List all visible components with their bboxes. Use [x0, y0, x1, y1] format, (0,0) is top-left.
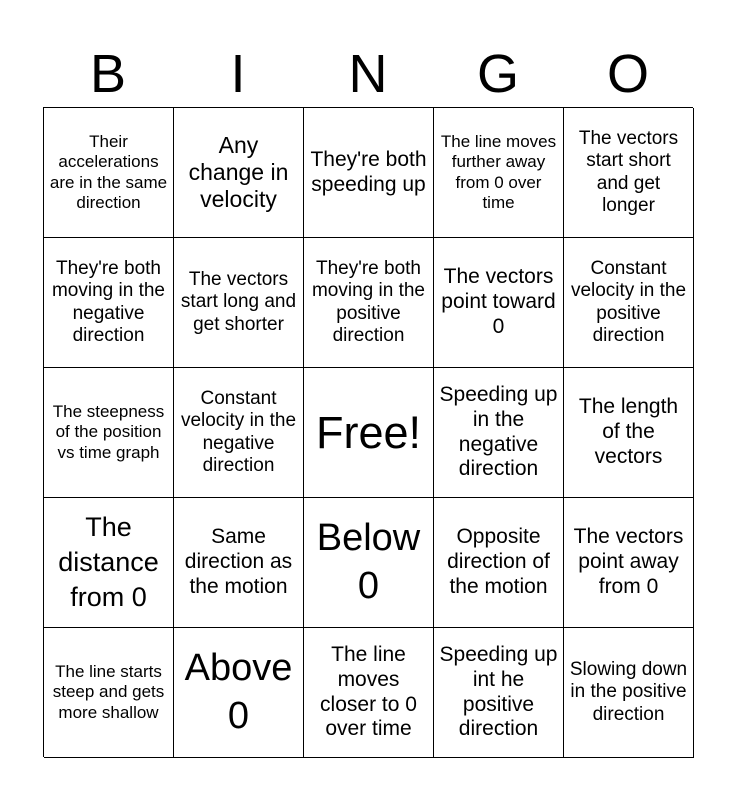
cell-text: The line moves closer to 0 over time [320, 642, 417, 741]
cell-text: Same direction as the motion [184, 525, 293, 598]
bingo-cell-r3c5[interactable] [564, 368, 694, 498]
cell-text: Their accelerations are in the same direction [49, 132, 168, 212]
header-letter-g: G [476, 44, 519, 104]
bingo-cell-r5c4[interactable] [434, 628, 564, 758]
bingo-cell-free[interactable] [304, 368, 434, 498]
header-letter-i: I [230, 44, 246, 104]
bingo-cell-r1c5[interactable] [564, 108, 694, 238]
bingo-cell-r5c5[interactable] [564, 628, 694, 758]
cell-text: The vectors point away from 0 [573, 525, 684, 598]
free-space-text: Free! [315, 406, 422, 458]
bingo-cell-r3c4[interactable] [434, 368, 564, 498]
cell-text: Slowing down in the positive direction [569, 658, 688, 725]
cell-text: The vectors start long and get shorter [180, 268, 297, 335]
cell-text: The length of the vectors [578, 395, 679, 468]
cell-text: The distance from 0 [58, 511, 159, 613]
bingo-cell-r4c5[interactable] [564, 498, 694, 628]
bingo-cell-r4c2[interactable] [174, 498, 304, 628]
bingo-cell-r5c2[interactable] [174, 628, 304, 758]
bingo-cell-r5c1[interactable] [44, 628, 174, 758]
bingo-cell-r5c3[interactable] [304, 628, 434, 758]
cell-text: The vectors point toward 0 [441, 265, 556, 338]
cell-text: Constant velocity in the negative direction [180, 387, 297, 476]
cell-text: Above 0 [184, 647, 293, 737]
bingo-cell-r3c1[interactable] [44, 368, 174, 498]
cell-text: Speeding up in the negative direction [439, 382, 558, 481]
cell-text: They're both speeding up [310, 147, 427, 196]
bingo-cell-r1c4[interactable] [434, 108, 564, 238]
bingo-cell-r1c3[interactable] [304, 108, 434, 238]
bingo-cell-r3c2[interactable] [174, 368, 304, 498]
cell-text: The vectors start short and get longer [578, 127, 679, 216]
header-letter-o: O [606, 44, 649, 104]
bingo-header [43, 40, 693, 108]
bingo-cell-r2c3[interactable] [304, 238, 434, 368]
bingo-board [43, 107, 693, 757]
bingo-cell-r1c2[interactable] [174, 108, 304, 238]
bingo-cell-r2c2[interactable] [174, 238, 304, 368]
cell-text: The line starts steep and gets more shallow [52, 662, 165, 722]
header-letter-b: B [89, 44, 127, 104]
cell-text: Speeding up int he positive direction [439, 642, 558, 741]
bingo-cell-r4c3[interactable] [304, 498, 434, 628]
bingo-cell-r4c1[interactable] [44, 498, 174, 628]
cell-text: The line moves further away from 0 over time [440, 132, 557, 212]
cell-text: They're both moving in the positive direction [311, 257, 425, 346]
bingo-cell-r2c1[interactable] [44, 238, 174, 368]
cell-text: They're both moving in the negative direction [51, 257, 165, 346]
bingo-cell-r1c1[interactable] [44, 108, 174, 238]
bingo-cell-r4c4[interactable] [434, 498, 564, 628]
cell-text: The steepness of the position vs time graph [52, 402, 165, 462]
cell-text: Any change in velocity [188, 131, 289, 213]
bingo-cell-r2c5[interactable] [564, 238, 694, 368]
cell-text: Below 0 [316, 517, 421, 607]
cell-text: Opposite direction of the motion [447, 525, 550, 598]
bingo-cell-r2c4[interactable] [434, 238, 564, 368]
cell-text: Constant velocity in the positive direction [570, 257, 687, 346]
header-letter-n: N [348, 44, 388, 104]
